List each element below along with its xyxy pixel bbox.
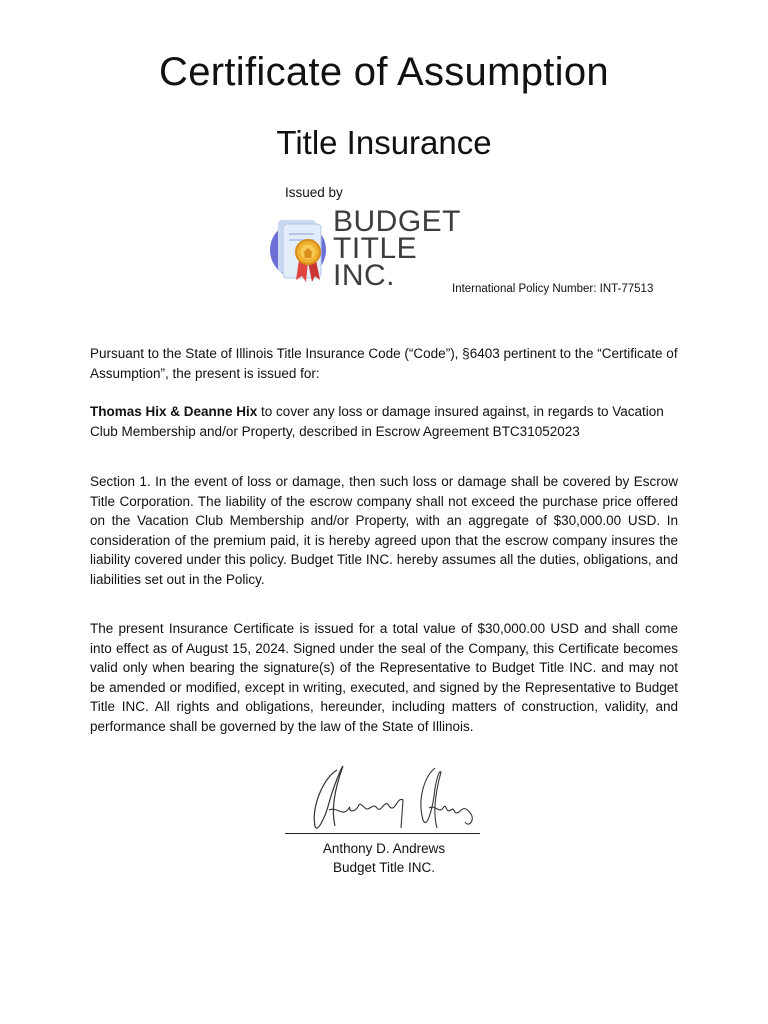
insured-paragraph [90,402,678,441]
company-logo-wordmark [333,205,462,292]
signature-line [285,833,480,834]
logo-line-1: BUDGET [333,205,462,238]
document-subtitle: Title Insurance [276,124,492,161]
issued-by-label: Issued by [285,185,343,200]
intro-paragraph: Pursuant to the State of Illinois Title Insurance Code (“Code”), §6403 pertinent to the “Certificate of Assumption”, the present is issued for: [90,346,678,381]
logo-line-2: TITLE [333,232,418,265]
document-title: Certificate of Assumption [159,50,609,94]
policy-number: International Policy Number: INT-77513 [452,283,654,295]
insured-description: to cover any loss or damage insured against, in regards to Vacation Club Membership and/or Property, described in Escrow Agreement BTC31052023 [90,404,664,439]
handwritten-signature [285,748,485,843]
closing-paragraph: The present Insurance Certificate is issued for a total value of $30,000.00 USD and shall come into effect as of August 15, 2024. Signed under the seal of the Company, this Certificate becomes valid only when bearing the signature(s) of the Representative to Budget Title INC. and may not be amended or modified, except in writing, executed, and signed by the Representative to Budget Title INC. All rights and obligations, hereunder, including matters of construction, validity, and performance shall be governed by the law of the State of Illinois. [90,621,678,734]
signer-company: Budget Title INC. [332,860,436,875]
logo-line-3: INC. [333,259,395,292]
insured-names: Thomas Hix & Deanne Hix [90,404,258,419]
signer-name: Anthony D. Andrews [322,841,446,856]
section-1-paragraph: Section 1. In the event of loss or damage, then such loss or damage shall be covered by Escrow Title Corporation. The liability of the escrow company shall not exceed the purchase price offered on the Vacation Club Membership and/or Property, with an aggregate of $30,000.00 USD. In consideration of the premium paid, it is hereby agreed upon that the escrow company insures the liability covered under this policy. Budget Title INC. hereby assumes all the duties, obligations, and liabilities set out in the Policy. [90,474,678,587]
